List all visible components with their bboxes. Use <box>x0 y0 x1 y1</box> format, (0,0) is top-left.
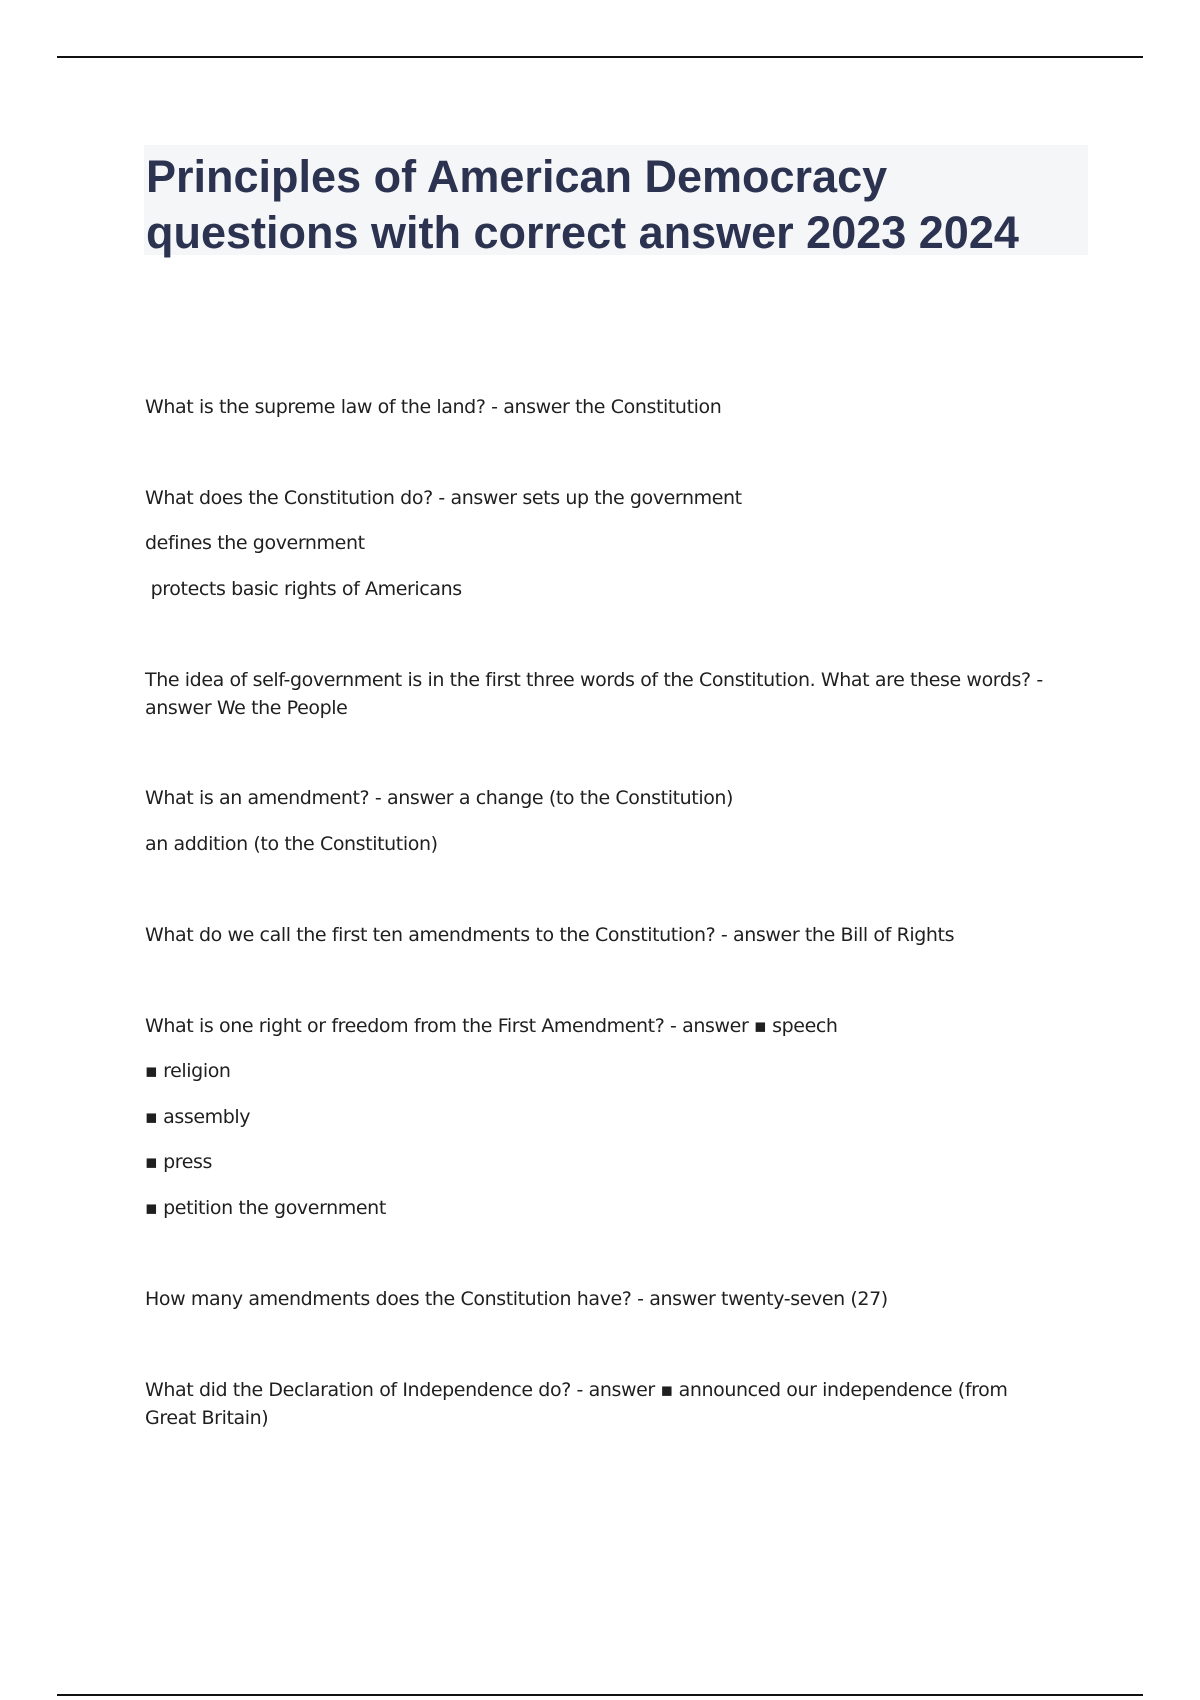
qa-declaration: What did the Declaration of Independence do? - answer ▪ announced our independence (from Great Britain) <box>145 1379 1008 1429</box>
qa-bill-of-rights: What do we call the first ten amendments to the Constitution? - answer the Bill of Rights <box>145 924 955 946</box>
title-line-1: Principles of American Democracy <box>146 151 888 202</box>
qa-constitution-do-answer-2: defines the government <box>145 532 365 554</box>
title-line-2: questions with correct answer 2023 2024 <box>146 207 1019 258</box>
qa-amendment-count: How many amendments does the Constitution have? - answer twenty-seven (27) <box>145 1288 888 1310</box>
qa-constitution-do: What does the Constitution do? - answer sets up the government <box>145 487 742 509</box>
bottom-rule <box>57 1694 1143 1696</box>
qa-constitution-do-answer-3: protects basic rights of Americans <box>145 578 462 600</box>
qa-self-government: The idea of self-government is in the first three words of the Constitution. What are these words? - answer We the People <box>145 669 1043 719</box>
top-rule <box>57 56 1143 58</box>
document-title <box>144 145 1088 258</box>
qa-first-amendment-press: ▪ press <box>145 1151 213 1173</box>
qa-first-amendment-assembly: ▪ assembly <box>145 1106 251 1128</box>
qa-amendment: What is an amendment? - answer a change (to the Constitution) <box>145 787 734 809</box>
qa-supreme-law: What is the supreme law of the land? - answer the Constitution <box>145 396 722 418</box>
qa-first-amendment: What is one right or freedom from the First Amendment? - answer ▪ speech <box>145 1015 838 1037</box>
qa-first-amendment-petition: ▪ petition the government <box>145 1197 386 1219</box>
qa-amendment-answer-2: an addition (to the Constitution) <box>145 833 438 855</box>
qa-first-amendment-religion: ▪ religion <box>145 1060 231 1082</box>
